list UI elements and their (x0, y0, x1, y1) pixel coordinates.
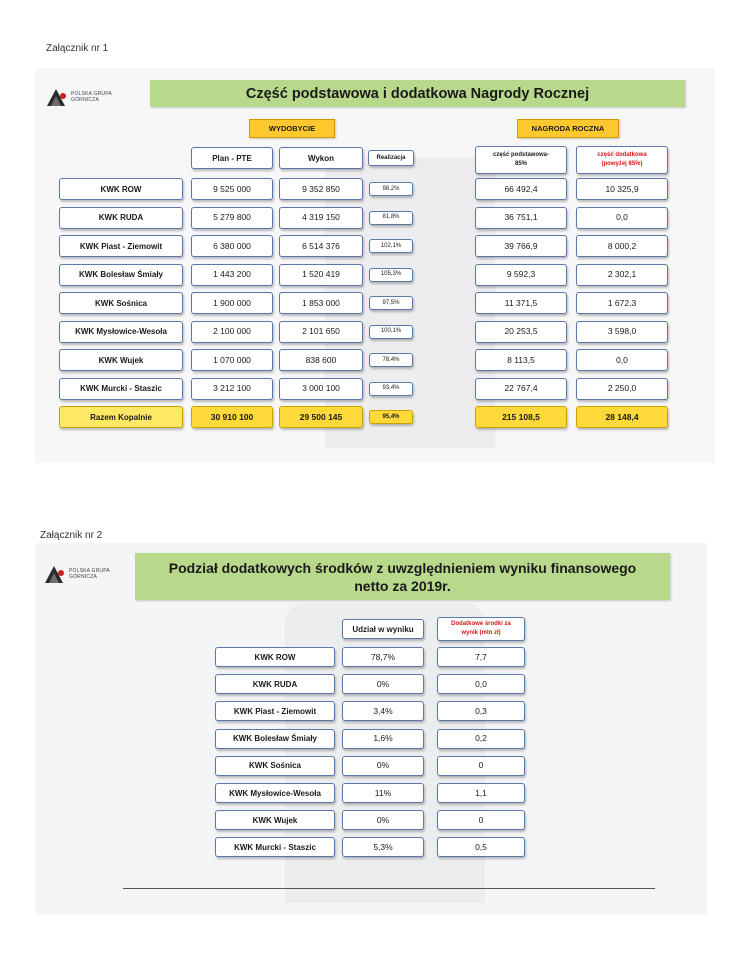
basic-cell: 39 766,9 (475, 235, 567, 257)
basic-cell: 66 492,4 (475, 178, 567, 200)
col-header-share: Udział w wyniku (342, 619, 424, 639)
mine-name: KWK Bolesław Śmiały (215, 729, 335, 749)
additional-cell: 3 598,0 (576, 321, 668, 343)
realization-cell: 98,2% (369, 182, 413, 196)
annex-2-caption: Załącznik nr 2 (40, 530, 103, 541)
share-cell: 0% (342, 756, 424, 776)
basic-cell: 20 253,5 (475, 321, 567, 343)
mine-name: KWK Sośnica (59, 292, 183, 314)
plan-cell: 1 443 200 (191, 264, 273, 286)
share-cell: 1,6% (342, 729, 424, 749)
actual-cell: 9 352 850 (279, 178, 363, 200)
col-header-funds: Dodatkowe środki za wynik (mln zł) (437, 617, 525, 641)
plan-cell: 3 212 100 (191, 378, 273, 400)
funds-cell: 0 (437, 810, 525, 830)
plan-cell: 5 279 800 (191, 207, 273, 229)
share-cell: 3,4% (342, 701, 424, 721)
mine-name: KWK RUDA (215, 674, 335, 694)
mine-name: KWK Mysłowice-Wesoła (59, 321, 183, 343)
col-header-actual: Wykon (279, 147, 363, 169)
realization-cell: 78,4% (369, 353, 413, 367)
share-cell: 11% (342, 783, 424, 803)
basic-cell: 22 767,4 (475, 378, 567, 400)
funds-cell: 1,1 (437, 783, 525, 803)
pgg-logo-icon (43, 563, 65, 585)
mine-name: KWK ROW (215, 647, 335, 667)
actual-cell: 6 514 376 (279, 235, 363, 257)
actual-cell: 29 500 145 (279, 406, 363, 428)
mine-name: KWK ROW (59, 178, 183, 200)
logo-line-1: POLSKA GRUPA (71, 91, 112, 97)
additional-cell: 1 672,3 (576, 292, 668, 314)
funds-cell: 0,3 (437, 701, 525, 721)
funds-cell: 7,7 (437, 647, 525, 667)
slide-table-1 (35, 68, 715, 463)
actual-cell: 838 600 (279, 349, 363, 371)
table-2-title-line-2: netto za 2019r. (354, 577, 451, 594)
company-logo (43, 563, 110, 585)
additional-cell: 8 000,2 (576, 235, 668, 257)
timeline-arrow (123, 888, 655, 889)
additional-cell: 2 302,1 (576, 264, 668, 286)
actual-cell: 1 853 000 (279, 292, 363, 314)
table-1-title: Część podstawowa i dodatkowa Nagrody Rocznej (150, 80, 685, 107)
additional-cell: 0,0 (576, 207, 668, 229)
slide-table-2 (35, 543, 707, 915)
mine-name: KWK Mysłowice-Wesoła (215, 783, 335, 803)
mine-name: KWK Murcki - Staszic (59, 378, 183, 400)
actual-cell: 4 319 150 (279, 207, 363, 229)
annex-1-caption: Załącznik nr 1 (46, 43, 109, 54)
logo-line-2: GÓRNICZA (69, 574, 97, 580)
plan-cell: 2 100 000 (191, 321, 273, 343)
plan-cell: 30 910 100 (191, 406, 273, 428)
group-header-mining: WYDOBYCIE (249, 119, 335, 138)
additional-cell: 10 325,9 (576, 178, 668, 200)
group-header-award: NAGRODA ROCZNA (517, 119, 619, 138)
pgg-logo-icon (45, 86, 67, 108)
table-2-title-line-1: Podział dodatkowych środków z uwzględnieniem wyniku finansowego (168, 559, 637, 576)
logo-line-2: GÓRNICZA (71, 97, 99, 103)
mine-name: KWK Wujek (215, 810, 335, 830)
realization-cell: 81,8% (369, 211, 413, 225)
mine-name: KWK Sośnica (215, 756, 335, 776)
logo-line-1: POLSKA GRUPA (69, 568, 110, 574)
plan-cell: 6 380 000 (191, 235, 273, 257)
actual-cell: 2 101 650 (279, 321, 363, 343)
mine-name: KWK Piast - Ziemowit (59, 235, 183, 257)
mine-name: KWK Piast - Ziemowit (215, 701, 335, 721)
plan-cell: 9 525 000 (191, 178, 273, 200)
col-header-realization: Realizacja (368, 150, 414, 166)
mine-name: KWK RUDA (59, 207, 183, 229)
realization-cell: 93,4% (369, 382, 413, 396)
actual-cell: 1 520 419 (279, 264, 363, 286)
mine-name: KWK Wujek (59, 349, 183, 371)
mine-name: KWK Murcki - Staszic (215, 837, 335, 857)
funds-cell: 0,0 (437, 674, 525, 694)
realization-cell: 105,3% (369, 268, 413, 282)
basic-cell: 9 592,3 (475, 264, 567, 286)
basic-cell: 8 113,5 (475, 349, 567, 371)
additional-cell: 0,0 (576, 349, 668, 371)
realization-cell: 100,1% (369, 325, 413, 339)
realization-cell: 95,4% (369, 410, 413, 424)
additional-cell: 28 148,4 (576, 406, 668, 428)
plan-cell: 1 900 000 (191, 292, 273, 314)
col-header-basic: część podstawowa- 85% (475, 146, 567, 174)
share-cell: 0% (342, 810, 424, 830)
actual-cell: 3 000 100 (279, 378, 363, 400)
col-header-plan: Plan - PTE (191, 147, 273, 169)
funds-cell: 0,5 (437, 837, 525, 857)
additional-cell: 2 250,0 (576, 378, 668, 400)
basic-cell: 11 371,5 (475, 292, 567, 314)
basic-cell: 215 108,5 (475, 406, 567, 428)
realization-cell: 97,5% (369, 296, 413, 310)
share-cell: 5,3% (342, 837, 424, 857)
plan-cell: 1 070 000 (191, 349, 273, 371)
mine-name: Razem Kopalnie (59, 406, 183, 428)
basic-cell: 36 751,1 (475, 207, 567, 229)
funds-cell: 0 (437, 756, 525, 776)
realization-cell: 102,1% (369, 239, 413, 253)
funds-cell: 0,2 (437, 729, 525, 749)
company-logo (45, 86, 112, 108)
col-header-additional: część dodatkowa (powyżej 85%) (576, 146, 668, 174)
share-cell: 78,7% (342, 647, 424, 667)
table-2-title (135, 553, 670, 600)
mine-name: KWK Bolesław Śmiały (59, 264, 183, 286)
share-cell: 0% (342, 674, 424, 694)
